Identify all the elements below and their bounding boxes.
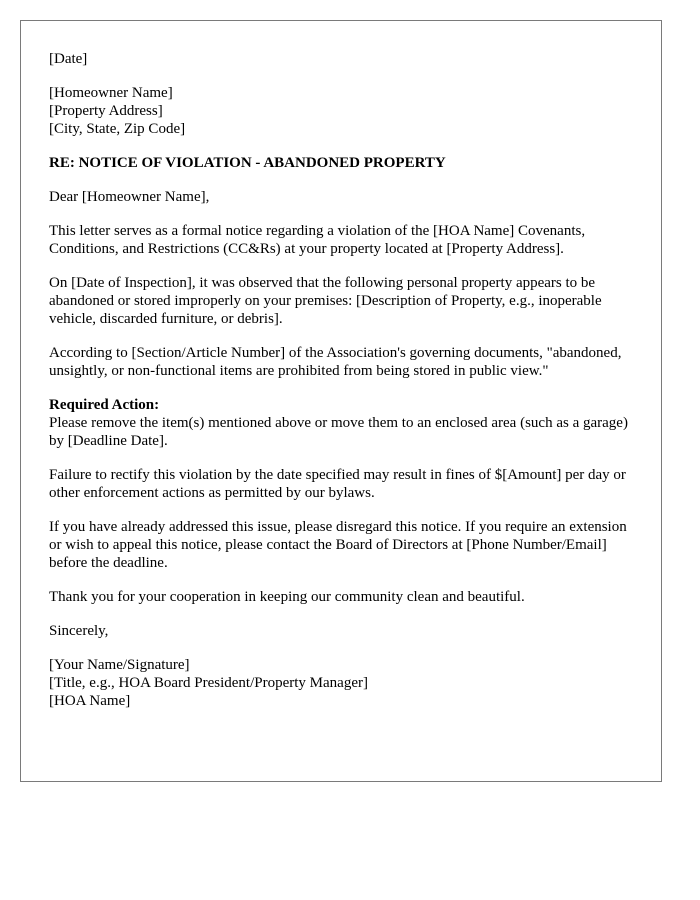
rule-paragraph: According to [Section/Article Number] of the Association's governing documents, "abandoned, unsightly, or non-functional items are prohibited from being stored in public view."	[49, 345, 622, 379]
recipient-city-state-zip: [City, State, Zip Code]	[49, 121, 186, 137]
thanks-paragraph: Thank you for your cooperation in keeping our community clean and beautiful.	[49, 589, 525, 605]
letter-subject: RE: NOTICE OF VIOLATION - ABANDONED PROPERTY	[49, 155, 446, 171]
signature-title: [Title, e.g., HOA Board President/Property Manager]	[49, 675, 368, 691]
required-action-paragraph: Please remove the item(s) mentioned above or move them to an enclosed area (such as a garage) by [Deadline Date].	[49, 415, 628, 449]
letter-page	[20, 20, 662, 782]
required-action-block	[49, 396, 633, 450]
intro-paragraph-block	[49, 222, 633, 258]
signature-block	[49, 656, 633, 710]
rule-paragraph-block	[49, 344, 633, 380]
letter-closing: Sincerely,	[49, 623, 109, 639]
recipient-address: [Property Address]	[49, 103, 163, 119]
letter-date-block	[49, 50, 633, 68]
observation-paragraph: On [Date of Inspection], it was observed that the following personal property appears to be abandoned or stored improperly on your premises: [Description of Property, e.g., inoperable vehicle, discarded furniture, or debris].	[49, 275, 602, 327]
salutation-block	[49, 188, 633, 206]
consequence-paragraph: Failure to rectify this violation by the date specified may result in fines of $[Amount] per day or other enforcement actions as permitted by our bylaws.	[49, 467, 626, 501]
letter-salutation: Dear [Homeowner Name],	[49, 189, 210, 205]
observation-paragraph-block	[49, 274, 633, 328]
closing-block	[49, 622, 633, 640]
signature-name: [Your Name/Signature]	[49, 657, 190, 673]
recipient-name: [Homeowner Name]	[49, 85, 173, 101]
letter-date: [Date]	[49, 51, 88, 67]
intro-paragraph: This letter serves as a formal notice regarding a violation of the [HOA Name] Covenants, Conditions, and Restrictions (CC&Rs) at your property located at [Property Address].	[49, 223, 586, 257]
required-action-heading: Required Action:	[49, 397, 160, 413]
recipient-address-block	[49, 84, 633, 138]
contact-paragraph-block	[49, 518, 633, 572]
subject-block	[49, 154, 633, 172]
consequence-paragraph-block	[49, 466, 633, 502]
contact-paragraph: If you have already addressed this issue, please disregard this notice. If you require an extension or wish to appeal this notice, please contact the Board of Directors at [Phone Number/Email] before the deadline.	[49, 519, 627, 571]
thanks-paragraph-block	[49, 588, 633, 606]
signature-organization: [HOA Name]	[49, 693, 131, 709]
